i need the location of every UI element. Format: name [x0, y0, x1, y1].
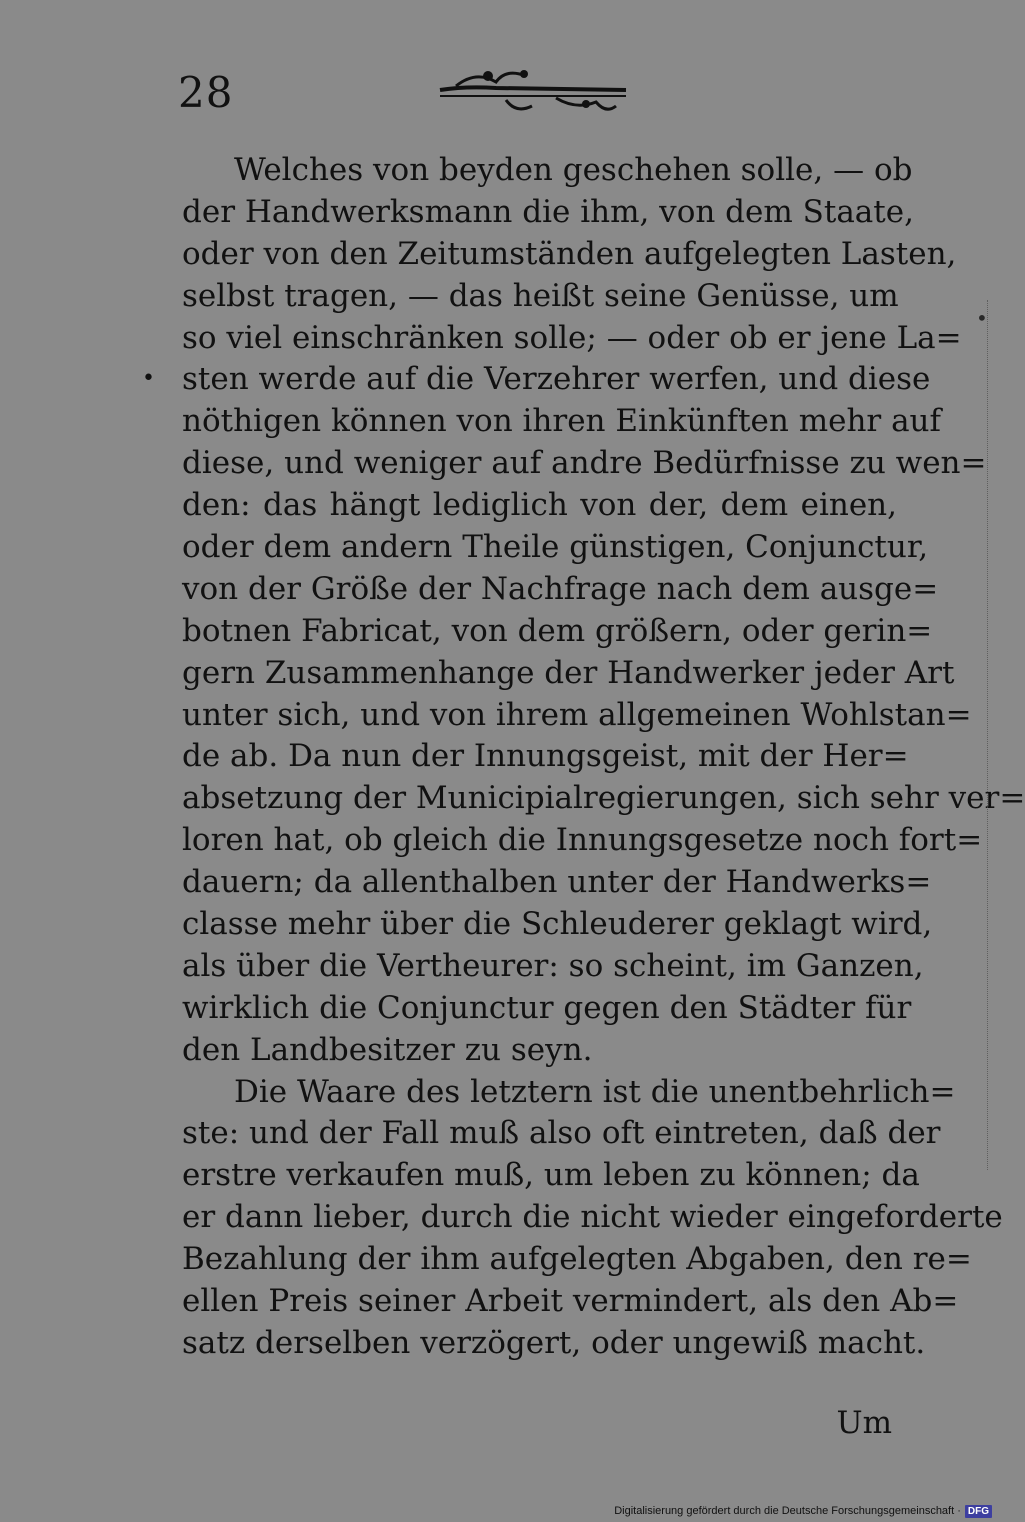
text-line: erstre verkaufen muß, um leben zu können; da — [182, 1157, 920, 1194]
text-line: diese, und weniger auf andre Bedürfnisse zu wen= — [182, 445, 987, 482]
footer — [614, 1502, 992, 1520]
page-number: 28 — [178, 68, 234, 117]
text-line: classe mehr über die Schleuderer geklagt wird, — [182, 906, 933, 943]
text-line: so viel einschränken solle; — oder ob er jene La= — [182, 319, 962, 356]
text-line: unter sich, und von ihrem allgemeinen Wohlstan= — [182, 696, 972, 733]
text-line: den: das hängt lediglich von der, dem einen, — [182, 487, 897, 524]
text-line: Die Waare des letztern ist die unentbehrlich= — [234, 1073, 956, 1110]
text-line: botnen Fabricat, von dem größern, oder gerin= — [182, 612, 933, 649]
footer-text: Digitalisierung gefördert durch die Deutsche Forschungsgemeinschaft · — [614, 1505, 961, 1517]
text-line: gern Zusammenhange der Handwerker jeder Art — [182, 654, 955, 691]
stray-mark: • — [142, 366, 155, 391]
text-line: Welches von beyden geschehen solle, — ob — [234, 152, 913, 188]
text-line: ellen Preis seiner Arbeit vermindert, als den Ab= — [182, 1283, 959, 1320]
text-line: satz derselben verzögert, oder ungewiß macht. — [182, 1324, 926, 1361]
text-line: nöthigen können von ihren Einkünften mehr auf — [182, 403, 942, 440]
text-line: den Landbesitzer zu seyn. — [182, 1031, 593, 1068]
edge-mark: • — [976, 306, 988, 330]
text-line: absetzung der Municipialregierungen, sich sehr ver= — [182, 780, 1025, 817]
ornament-vignette-icon — [436, 62, 636, 118]
text-line: oder von den Zeitumständen aufgelegten Lasten, — [182, 235, 957, 272]
dfg-logo-icon: DFG — [965, 1505, 992, 1518]
text-line: er dann lieber, durch die nicht wieder eingeforderte — [182, 1199, 1003, 1236]
text-line: de ab. Da nun der Innungsgeist, mit der Her= — [182, 738, 909, 775]
text-line: sten werde auf die Verzehrer werfen, und diese — [182, 361, 931, 398]
catchword: Um — [836, 1405, 892, 1441]
text-line: oder dem andern Theile günstigen, Conjunctur, — [182, 529, 929, 566]
text-line: loren hat, ob gleich die Innungsgesetze noch fort= — [182, 822, 983, 859]
text-line: wirklich die Conjunctur gegen den Städter für — [182, 989, 912, 1026]
text-line: selbst tragen, — das heißt seine Genüsse, um — [182, 277, 899, 314]
text-line: Bezahlung der ihm aufgelegten Abgaben, den re= — [182, 1241, 972, 1278]
text-line: von der Größe der Nachfrage nach dem ausge= — [182, 570, 939, 607]
body-text — [182, 150, 1025, 1365]
text-line: ste: und der Fall muß also oft eintreten, daß der — [182, 1115, 941, 1152]
text-line: der Handwerksmann die ihm, von dem Staate, — [182, 193, 914, 230]
text-line: als über die Vertheurer: so scheint, im Ganzen, — [182, 947, 924, 984]
page-edge-shadow — [976, 300, 1000, 1170]
text-line: dauern; da allenthalben unter der Handwerks= — [182, 864, 932, 901]
